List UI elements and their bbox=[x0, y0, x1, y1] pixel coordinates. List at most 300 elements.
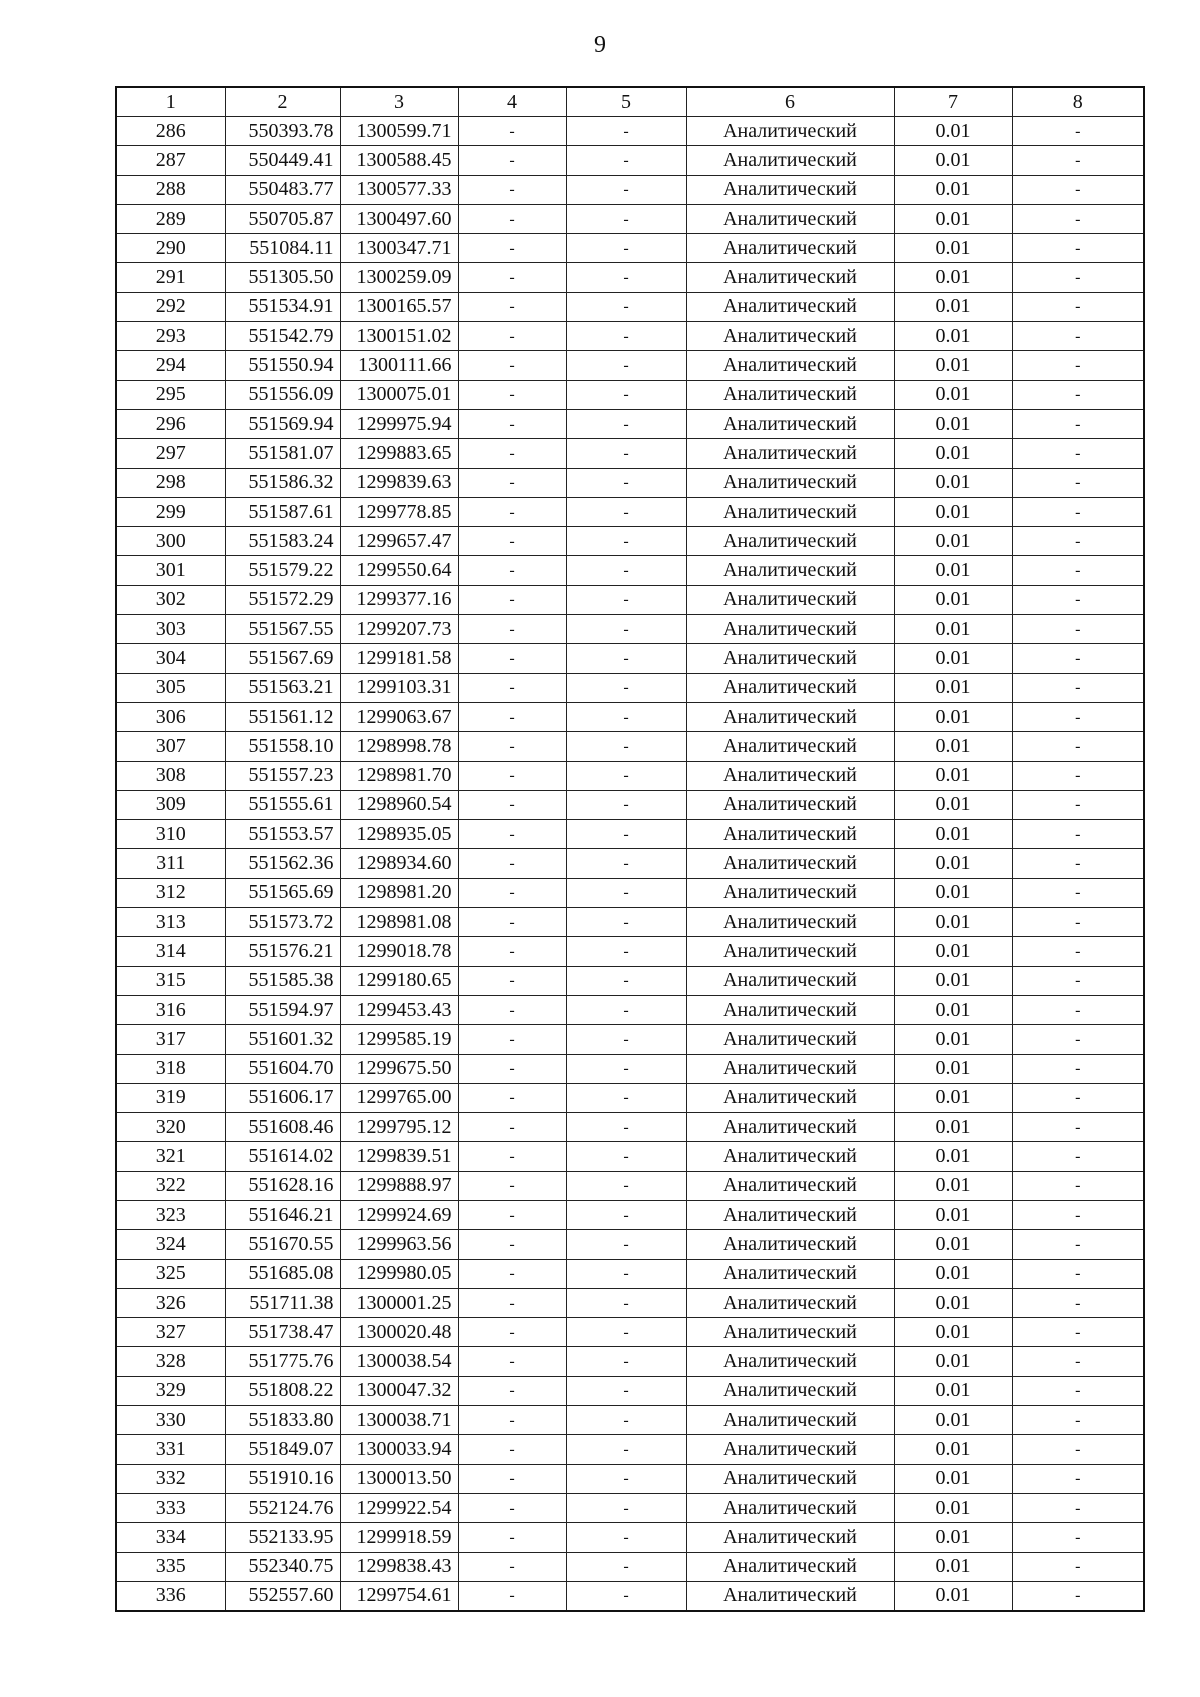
cell-col-8: - bbox=[1012, 468, 1144, 497]
cell-col-8: - bbox=[1012, 849, 1144, 878]
cell-accuracy: 0.01 bbox=[894, 1142, 1012, 1171]
table-row bbox=[116, 351, 1144, 380]
cell-accuracy: 0.01 bbox=[894, 380, 1012, 409]
cell-point-number: 302 bbox=[116, 585, 225, 614]
cell-point-number: 323 bbox=[116, 1200, 225, 1229]
cell-x-coordinate: 550393.78 bbox=[225, 117, 340, 146]
table-body bbox=[116, 117, 1144, 1612]
cell-point-number: 312 bbox=[116, 878, 225, 907]
cell-col-8: - bbox=[1012, 1113, 1144, 1142]
cell-y-coordinate: 1300577.33 bbox=[340, 175, 458, 204]
cell-col-8: - bbox=[1012, 1171, 1144, 1200]
cell-point-number: 321 bbox=[116, 1142, 225, 1171]
cell-point-number: 306 bbox=[116, 702, 225, 731]
cell-accuracy: 0.01 bbox=[894, 322, 1012, 351]
cell-method: Аналитический bbox=[686, 380, 894, 409]
cell-col-5: - bbox=[566, 1083, 686, 1112]
cell-y-coordinate: 1298935.05 bbox=[340, 820, 458, 849]
cell-col-5: - bbox=[566, 732, 686, 761]
cell-x-coordinate: 551555.61 bbox=[225, 790, 340, 819]
cell-method: Аналитический bbox=[686, 1347, 894, 1376]
cell-method: Аналитический bbox=[686, 1083, 894, 1112]
cell-x-coordinate: 551563.21 bbox=[225, 673, 340, 702]
cell-x-coordinate: 551558.10 bbox=[225, 732, 340, 761]
cell-accuracy: 0.01 bbox=[894, 937, 1012, 966]
column-header-6: 6 bbox=[686, 87, 894, 117]
cell-col-5: - bbox=[566, 1552, 686, 1581]
cell-method: Аналитический bbox=[686, 1259, 894, 1288]
cell-accuracy: 0.01 bbox=[894, 1435, 1012, 1464]
cell-col-4: - bbox=[458, 234, 566, 263]
table-row bbox=[116, 937, 1144, 966]
cell-col-4: - bbox=[458, 1376, 566, 1405]
cell-col-8: - bbox=[1012, 761, 1144, 790]
cell-col-5: - bbox=[566, 1025, 686, 1054]
cell-method: Аналитический bbox=[686, 1054, 894, 1083]
cell-col-8: - bbox=[1012, 1025, 1144, 1054]
cell-col-5: - bbox=[566, 615, 686, 644]
cell-col-5: - bbox=[566, 322, 686, 351]
table-row bbox=[116, 1376, 1144, 1405]
cell-accuracy: 0.01 bbox=[894, 732, 1012, 761]
cell-method: Аналитический bbox=[686, 292, 894, 321]
cell-point-number: 329 bbox=[116, 1376, 225, 1405]
cell-col-5: - bbox=[566, 1230, 686, 1259]
cell-col-4: - bbox=[458, 1552, 566, 1581]
cell-col-4: - bbox=[458, 820, 566, 849]
cell-accuracy: 0.01 bbox=[894, 175, 1012, 204]
cell-y-coordinate: 1299675.50 bbox=[340, 1054, 458, 1083]
cell-y-coordinate: 1300038.71 bbox=[340, 1406, 458, 1435]
cell-point-number: 292 bbox=[116, 292, 225, 321]
cell-point-number: 307 bbox=[116, 732, 225, 761]
table-row bbox=[116, 292, 1144, 321]
cell-col-4: - bbox=[458, 1288, 566, 1317]
cell-method: Аналитический bbox=[686, 995, 894, 1024]
cell-col-5: - bbox=[566, 849, 686, 878]
cell-y-coordinate: 1300151.02 bbox=[340, 322, 458, 351]
cell-col-8: - bbox=[1012, 585, 1144, 614]
cell-method: Аналитический bbox=[686, 1113, 894, 1142]
cell-point-number: 330 bbox=[116, 1406, 225, 1435]
cell-method: Аналитический bbox=[686, 615, 894, 644]
cell-col-5: - bbox=[566, 1200, 686, 1229]
cell-accuracy: 0.01 bbox=[894, 790, 1012, 819]
cell-point-number: 335 bbox=[116, 1552, 225, 1581]
table-row bbox=[116, 820, 1144, 849]
cell-col-8: - bbox=[1012, 146, 1144, 175]
cell-point-number: 326 bbox=[116, 1288, 225, 1317]
cell-x-coordinate: 552124.76 bbox=[225, 1493, 340, 1522]
cell-x-coordinate: 551614.02 bbox=[225, 1142, 340, 1171]
cell-col-4: - bbox=[458, 409, 566, 438]
cell-col-4: - bbox=[458, 292, 566, 321]
cell-x-coordinate: 551557.23 bbox=[225, 761, 340, 790]
cell-x-coordinate: 551601.32 bbox=[225, 1025, 340, 1054]
table-row bbox=[116, 117, 1144, 146]
cell-accuracy: 0.01 bbox=[894, 1493, 1012, 1522]
table-row bbox=[116, 644, 1144, 673]
cell-x-coordinate: 551646.21 bbox=[225, 1200, 340, 1229]
cell-method: Аналитический bbox=[686, 966, 894, 995]
cell-x-coordinate: 551534.91 bbox=[225, 292, 340, 321]
cell-col-8: - bbox=[1012, 878, 1144, 907]
cell-col-5: - bbox=[566, 468, 686, 497]
cell-method: Аналитический bbox=[686, 1025, 894, 1054]
table-row bbox=[116, 175, 1144, 204]
cell-point-number: 290 bbox=[116, 234, 225, 263]
cell-point-number: 331 bbox=[116, 1435, 225, 1464]
cell-accuracy: 0.01 bbox=[894, 497, 1012, 526]
cell-col-4: - bbox=[458, 732, 566, 761]
cell-col-8: - bbox=[1012, 1230, 1144, 1259]
cell-col-8: - bbox=[1012, 1318, 1144, 1347]
table-row bbox=[116, 322, 1144, 351]
cell-col-5: - bbox=[566, 1142, 686, 1171]
cell-accuracy: 0.01 bbox=[894, 673, 1012, 702]
cell-method: Аналитический bbox=[686, 527, 894, 556]
cell-point-number: 324 bbox=[116, 1230, 225, 1259]
cell-col-4: - bbox=[458, 1523, 566, 1552]
cell-y-coordinate: 1299795.12 bbox=[340, 1113, 458, 1142]
cell-col-5: - bbox=[566, 1523, 686, 1552]
cell-col-4: - bbox=[458, 585, 566, 614]
cell-col-8: - bbox=[1012, 497, 1144, 526]
cell-point-number: 333 bbox=[116, 1493, 225, 1522]
cell-accuracy: 0.01 bbox=[894, 644, 1012, 673]
cell-col-8: - bbox=[1012, 1406, 1144, 1435]
cell-x-coordinate: 550483.77 bbox=[225, 175, 340, 204]
cell-y-coordinate: 1298960.54 bbox=[340, 790, 458, 819]
cell-method: Аналитический bbox=[686, 1523, 894, 1552]
cell-method: Аналитический bbox=[686, 732, 894, 761]
cell-col-8: - bbox=[1012, 117, 1144, 146]
column-header-1: 1 bbox=[116, 87, 225, 117]
cell-accuracy: 0.01 bbox=[894, 908, 1012, 937]
cell-y-coordinate: 1299657.47 bbox=[340, 527, 458, 556]
cell-point-number: 308 bbox=[116, 761, 225, 790]
column-header-3: 3 bbox=[340, 87, 458, 117]
cell-method: Аналитический bbox=[686, 908, 894, 937]
cell-point-number: 303 bbox=[116, 615, 225, 644]
cell-method: Аналитический bbox=[686, 1200, 894, 1229]
cell-col-5: - bbox=[566, 820, 686, 849]
cell-col-8: - bbox=[1012, 732, 1144, 761]
cell-col-8: - bbox=[1012, 322, 1144, 351]
cell-method: Аналитический bbox=[686, 1464, 894, 1493]
cell-col-5: - bbox=[566, 1406, 686, 1435]
table-row bbox=[116, 497, 1144, 526]
cell-col-5: - bbox=[566, 585, 686, 614]
cell-accuracy: 0.01 bbox=[894, 849, 1012, 878]
cell-accuracy: 0.01 bbox=[894, 1376, 1012, 1405]
cell-col-4: - bbox=[458, 1142, 566, 1171]
cell-method: Аналитический bbox=[686, 556, 894, 585]
cell-col-5: - bbox=[566, 908, 686, 937]
cell-point-number: 301 bbox=[116, 556, 225, 585]
cell-point-number: 318 bbox=[116, 1054, 225, 1083]
cell-method: Аналитический bbox=[686, 439, 894, 468]
cell-col-8: - bbox=[1012, 527, 1144, 556]
cell-y-coordinate: 1299778.85 bbox=[340, 497, 458, 526]
cell-col-5: - bbox=[566, 1171, 686, 1200]
cell-x-coordinate: 551583.24 bbox=[225, 527, 340, 556]
coordinates-table bbox=[115, 86, 1145, 1612]
table-row bbox=[116, 761, 1144, 790]
cell-col-8: - bbox=[1012, 1581, 1144, 1611]
cell-method: Аналитический bbox=[686, 468, 894, 497]
cell-col-8: - bbox=[1012, 702, 1144, 731]
cell-y-coordinate: 1298934.60 bbox=[340, 849, 458, 878]
table-row bbox=[116, 732, 1144, 761]
cell-point-number: 296 bbox=[116, 409, 225, 438]
cell-col-8: - bbox=[1012, 1142, 1144, 1171]
cell-accuracy: 0.01 bbox=[894, 1406, 1012, 1435]
cell-col-8: - bbox=[1012, 351, 1144, 380]
column-header-5: 5 bbox=[566, 87, 686, 117]
cell-col-5: - bbox=[566, 702, 686, 731]
cell-y-coordinate: 1300013.50 bbox=[340, 1464, 458, 1493]
cell-col-4: - bbox=[458, 1025, 566, 1054]
cell-y-coordinate: 1298998.78 bbox=[340, 732, 458, 761]
cell-x-coordinate: 551608.46 bbox=[225, 1113, 340, 1142]
cell-col-4: - bbox=[458, 1435, 566, 1464]
cell-col-8: - bbox=[1012, 439, 1144, 468]
cell-col-5: - bbox=[566, 966, 686, 995]
column-header-4: 4 bbox=[458, 87, 566, 117]
cell-y-coordinate: 1299839.63 bbox=[340, 468, 458, 497]
cell-x-coordinate: 551573.72 bbox=[225, 908, 340, 937]
cell-point-number: 332 bbox=[116, 1464, 225, 1493]
cell-col-4: - bbox=[458, 761, 566, 790]
cell-col-4: - bbox=[458, 1406, 566, 1435]
table-row bbox=[116, 1200, 1144, 1229]
table-row bbox=[116, 1025, 1144, 1054]
table-row bbox=[116, 1493, 1144, 1522]
cell-col-5: - bbox=[566, 1493, 686, 1522]
cell-col-4: - bbox=[458, 702, 566, 731]
cell-point-number: 294 bbox=[116, 351, 225, 380]
table-row bbox=[116, 1523, 1144, 1552]
cell-col-5: - bbox=[566, 1259, 686, 1288]
cell-method: Аналитический bbox=[686, 322, 894, 351]
cell-point-number: 327 bbox=[116, 1318, 225, 1347]
cell-y-coordinate: 1299207.73 bbox=[340, 615, 458, 644]
cell-x-coordinate: 551581.07 bbox=[225, 439, 340, 468]
cell-x-coordinate: 551604.70 bbox=[225, 1054, 340, 1083]
column-header-2: 2 bbox=[225, 87, 340, 117]
cell-method: Аналитический bbox=[686, 409, 894, 438]
cell-col-4: - bbox=[458, 908, 566, 937]
table-row bbox=[116, 1142, 1144, 1171]
cell-x-coordinate: 551572.29 bbox=[225, 585, 340, 614]
cell-y-coordinate: 1299883.65 bbox=[340, 439, 458, 468]
cell-col-8: - bbox=[1012, 1347, 1144, 1376]
cell-col-8: - bbox=[1012, 234, 1144, 263]
cell-method: Аналитический bbox=[686, 351, 894, 380]
cell-accuracy: 0.01 bbox=[894, 1230, 1012, 1259]
cell-col-4: - bbox=[458, 556, 566, 585]
cell-x-coordinate: 551553.57 bbox=[225, 820, 340, 849]
cell-x-coordinate: 551567.55 bbox=[225, 615, 340, 644]
cell-accuracy: 0.01 bbox=[894, 468, 1012, 497]
cell-col-8: - bbox=[1012, 966, 1144, 995]
cell-col-4: - bbox=[458, 1464, 566, 1493]
cell-x-coordinate: 551670.55 bbox=[225, 1230, 340, 1259]
cell-col-4: - bbox=[458, 468, 566, 497]
cell-point-number: 297 bbox=[116, 439, 225, 468]
cell-col-4: - bbox=[458, 322, 566, 351]
cell-method: Аналитический bbox=[686, 234, 894, 263]
cell-method: Аналитический bbox=[686, 1376, 894, 1405]
cell-point-number: 325 bbox=[116, 1259, 225, 1288]
cell-col-8: - bbox=[1012, 1083, 1144, 1112]
cell-method: Аналитический bbox=[686, 1406, 894, 1435]
cell-col-4: - bbox=[458, 263, 566, 292]
cell-col-4: - bbox=[458, 1083, 566, 1112]
cell-col-5: - bbox=[566, 761, 686, 790]
table-row bbox=[116, 966, 1144, 995]
cell-y-coordinate: 1299963.56 bbox=[340, 1230, 458, 1259]
cell-col-4: - bbox=[458, 1054, 566, 1083]
cell-y-coordinate: 1299888.97 bbox=[340, 1171, 458, 1200]
cell-col-4: - bbox=[458, 1581, 566, 1611]
cell-method: Аналитический bbox=[686, 702, 894, 731]
table-row bbox=[116, 849, 1144, 878]
cell-col-8: - bbox=[1012, 1552, 1144, 1581]
cell-point-number: 287 bbox=[116, 146, 225, 175]
cell-accuracy: 0.01 bbox=[894, 351, 1012, 380]
cell-accuracy: 0.01 bbox=[894, 995, 1012, 1024]
cell-col-8: - bbox=[1012, 1054, 1144, 1083]
cell-y-coordinate: 1300259.09 bbox=[340, 263, 458, 292]
cell-col-8: - bbox=[1012, 790, 1144, 819]
cell-accuracy: 0.01 bbox=[894, 1318, 1012, 1347]
cell-y-coordinate: 1300165.57 bbox=[340, 292, 458, 321]
cell-col-8: - bbox=[1012, 1435, 1144, 1464]
cell-method: Аналитический bbox=[686, 820, 894, 849]
cell-col-8: - bbox=[1012, 937, 1144, 966]
cell-x-coordinate: 551585.38 bbox=[225, 966, 340, 995]
cell-x-coordinate: 550449.41 bbox=[225, 146, 340, 175]
cell-point-number: 289 bbox=[116, 204, 225, 233]
cell-point-number: 298 bbox=[116, 468, 225, 497]
cell-point-number: 336 bbox=[116, 1581, 225, 1611]
cell-col-4: - bbox=[458, 351, 566, 380]
cell-accuracy: 0.01 bbox=[894, 292, 1012, 321]
cell-col-4: - bbox=[458, 673, 566, 702]
cell-col-5: - bbox=[566, 995, 686, 1024]
cell-method: Аналитический bbox=[686, 1171, 894, 1200]
cell-col-5: - bbox=[566, 1113, 686, 1142]
cell-col-5: - bbox=[566, 1376, 686, 1405]
cell-col-4: - bbox=[458, 878, 566, 907]
cell-x-coordinate: 551808.22 bbox=[225, 1376, 340, 1405]
table-row bbox=[116, 234, 1144, 263]
cell-col-4: - bbox=[458, 1200, 566, 1229]
table-row bbox=[116, 1552, 1144, 1581]
cell-col-8: - bbox=[1012, 292, 1144, 321]
cell-y-coordinate: 1300075.01 bbox=[340, 380, 458, 409]
table-row bbox=[116, 263, 1144, 292]
cell-col-5: - bbox=[566, 673, 686, 702]
table-row bbox=[116, 585, 1144, 614]
cell-col-8: - bbox=[1012, 644, 1144, 673]
cell-method: Аналитический bbox=[686, 117, 894, 146]
cell-accuracy: 0.01 bbox=[894, 146, 1012, 175]
table-row bbox=[116, 409, 1144, 438]
cell-col-5: - bbox=[566, 1347, 686, 1376]
cell-col-4: - bbox=[458, 995, 566, 1024]
cell-col-4: - bbox=[458, 380, 566, 409]
cell-x-coordinate: 551562.36 bbox=[225, 849, 340, 878]
cell-col-5: - bbox=[566, 497, 686, 526]
cell-x-coordinate: 552340.75 bbox=[225, 1552, 340, 1581]
cell-accuracy: 0.01 bbox=[894, 556, 1012, 585]
cell-col-4: - bbox=[458, 1113, 566, 1142]
cell-y-coordinate: 1300347.71 bbox=[340, 234, 458, 263]
cell-point-number: 286 bbox=[116, 117, 225, 146]
cell-x-coordinate: 551542.79 bbox=[225, 322, 340, 351]
cell-y-coordinate: 1299180.65 bbox=[340, 966, 458, 995]
cell-y-coordinate: 1299018.78 bbox=[340, 937, 458, 966]
table-row bbox=[116, 1347, 1144, 1376]
cell-col-5: - bbox=[566, 1054, 686, 1083]
cell-method: Аналитический bbox=[686, 497, 894, 526]
cell-col-5: - bbox=[566, 878, 686, 907]
table-row bbox=[116, 673, 1144, 702]
cell-accuracy: 0.01 bbox=[894, 263, 1012, 292]
cell-col-5: - bbox=[566, 409, 686, 438]
cell-col-5: - bbox=[566, 644, 686, 673]
table-row bbox=[116, 146, 1144, 175]
cell-x-coordinate: 552133.95 bbox=[225, 1523, 340, 1552]
table-row bbox=[116, 439, 1144, 468]
cell-col-8: - bbox=[1012, 820, 1144, 849]
cell-x-coordinate: 551305.50 bbox=[225, 263, 340, 292]
cell-method: Аналитический bbox=[686, 878, 894, 907]
cell-col-4: - bbox=[458, 937, 566, 966]
cell-col-8: - bbox=[1012, 1376, 1144, 1405]
cell-method: Аналитический bbox=[686, 644, 894, 673]
cell-y-coordinate: 1298981.20 bbox=[340, 878, 458, 907]
cell-col-4: - bbox=[458, 146, 566, 175]
cell-col-4: - bbox=[458, 1318, 566, 1347]
cell-col-5: - bbox=[566, 380, 686, 409]
cell-x-coordinate: 551594.97 bbox=[225, 995, 340, 1024]
cell-col-8: - bbox=[1012, 673, 1144, 702]
cell-x-coordinate: 551576.21 bbox=[225, 937, 340, 966]
cell-accuracy: 0.01 bbox=[894, 761, 1012, 790]
cell-x-coordinate: 551565.69 bbox=[225, 878, 340, 907]
cell-x-coordinate: 551910.16 bbox=[225, 1464, 340, 1493]
cell-x-coordinate: 551628.16 bbox=[225, 1171, 340, 1200]
cell-col-8: - bbox=[1012, 995, 1144, 1024]
cell-y-coordinate: 1299924.69 bbox=[340, 1200, 458, 1229]
cell-col-4: - bbox=[458, 204, 566, 233]
cell-y-coordinate: 1300588.45 bbox=[340, 146, 458, 175]
cell-method: Аналитический bbox=[686, 1288, 894, 1317]
cell-point-number: 304 bbox=[116, 644, 225, 673]
cell-y-coordinate: 1299103.31 bbox=[340, 673, 458, 702]
cell-col-5: - bbox=[566, 146, 686, 175]
table-row bbox=[116, 1288, 1144, 1317]
cell-y-coordinate: 1299980.05 bbox=[340, 1259, 458, 1288]
cell-col-4: - bbox=[458, 439, 566, 468]
cell-x-coordinate: 551833.80 bbox=[225, 1406, 340, 1435]
cell-col-4: - bbox=[458, 117, 566, 146]
cell-col-5: - bbox=[566, 292, 686, 321]
